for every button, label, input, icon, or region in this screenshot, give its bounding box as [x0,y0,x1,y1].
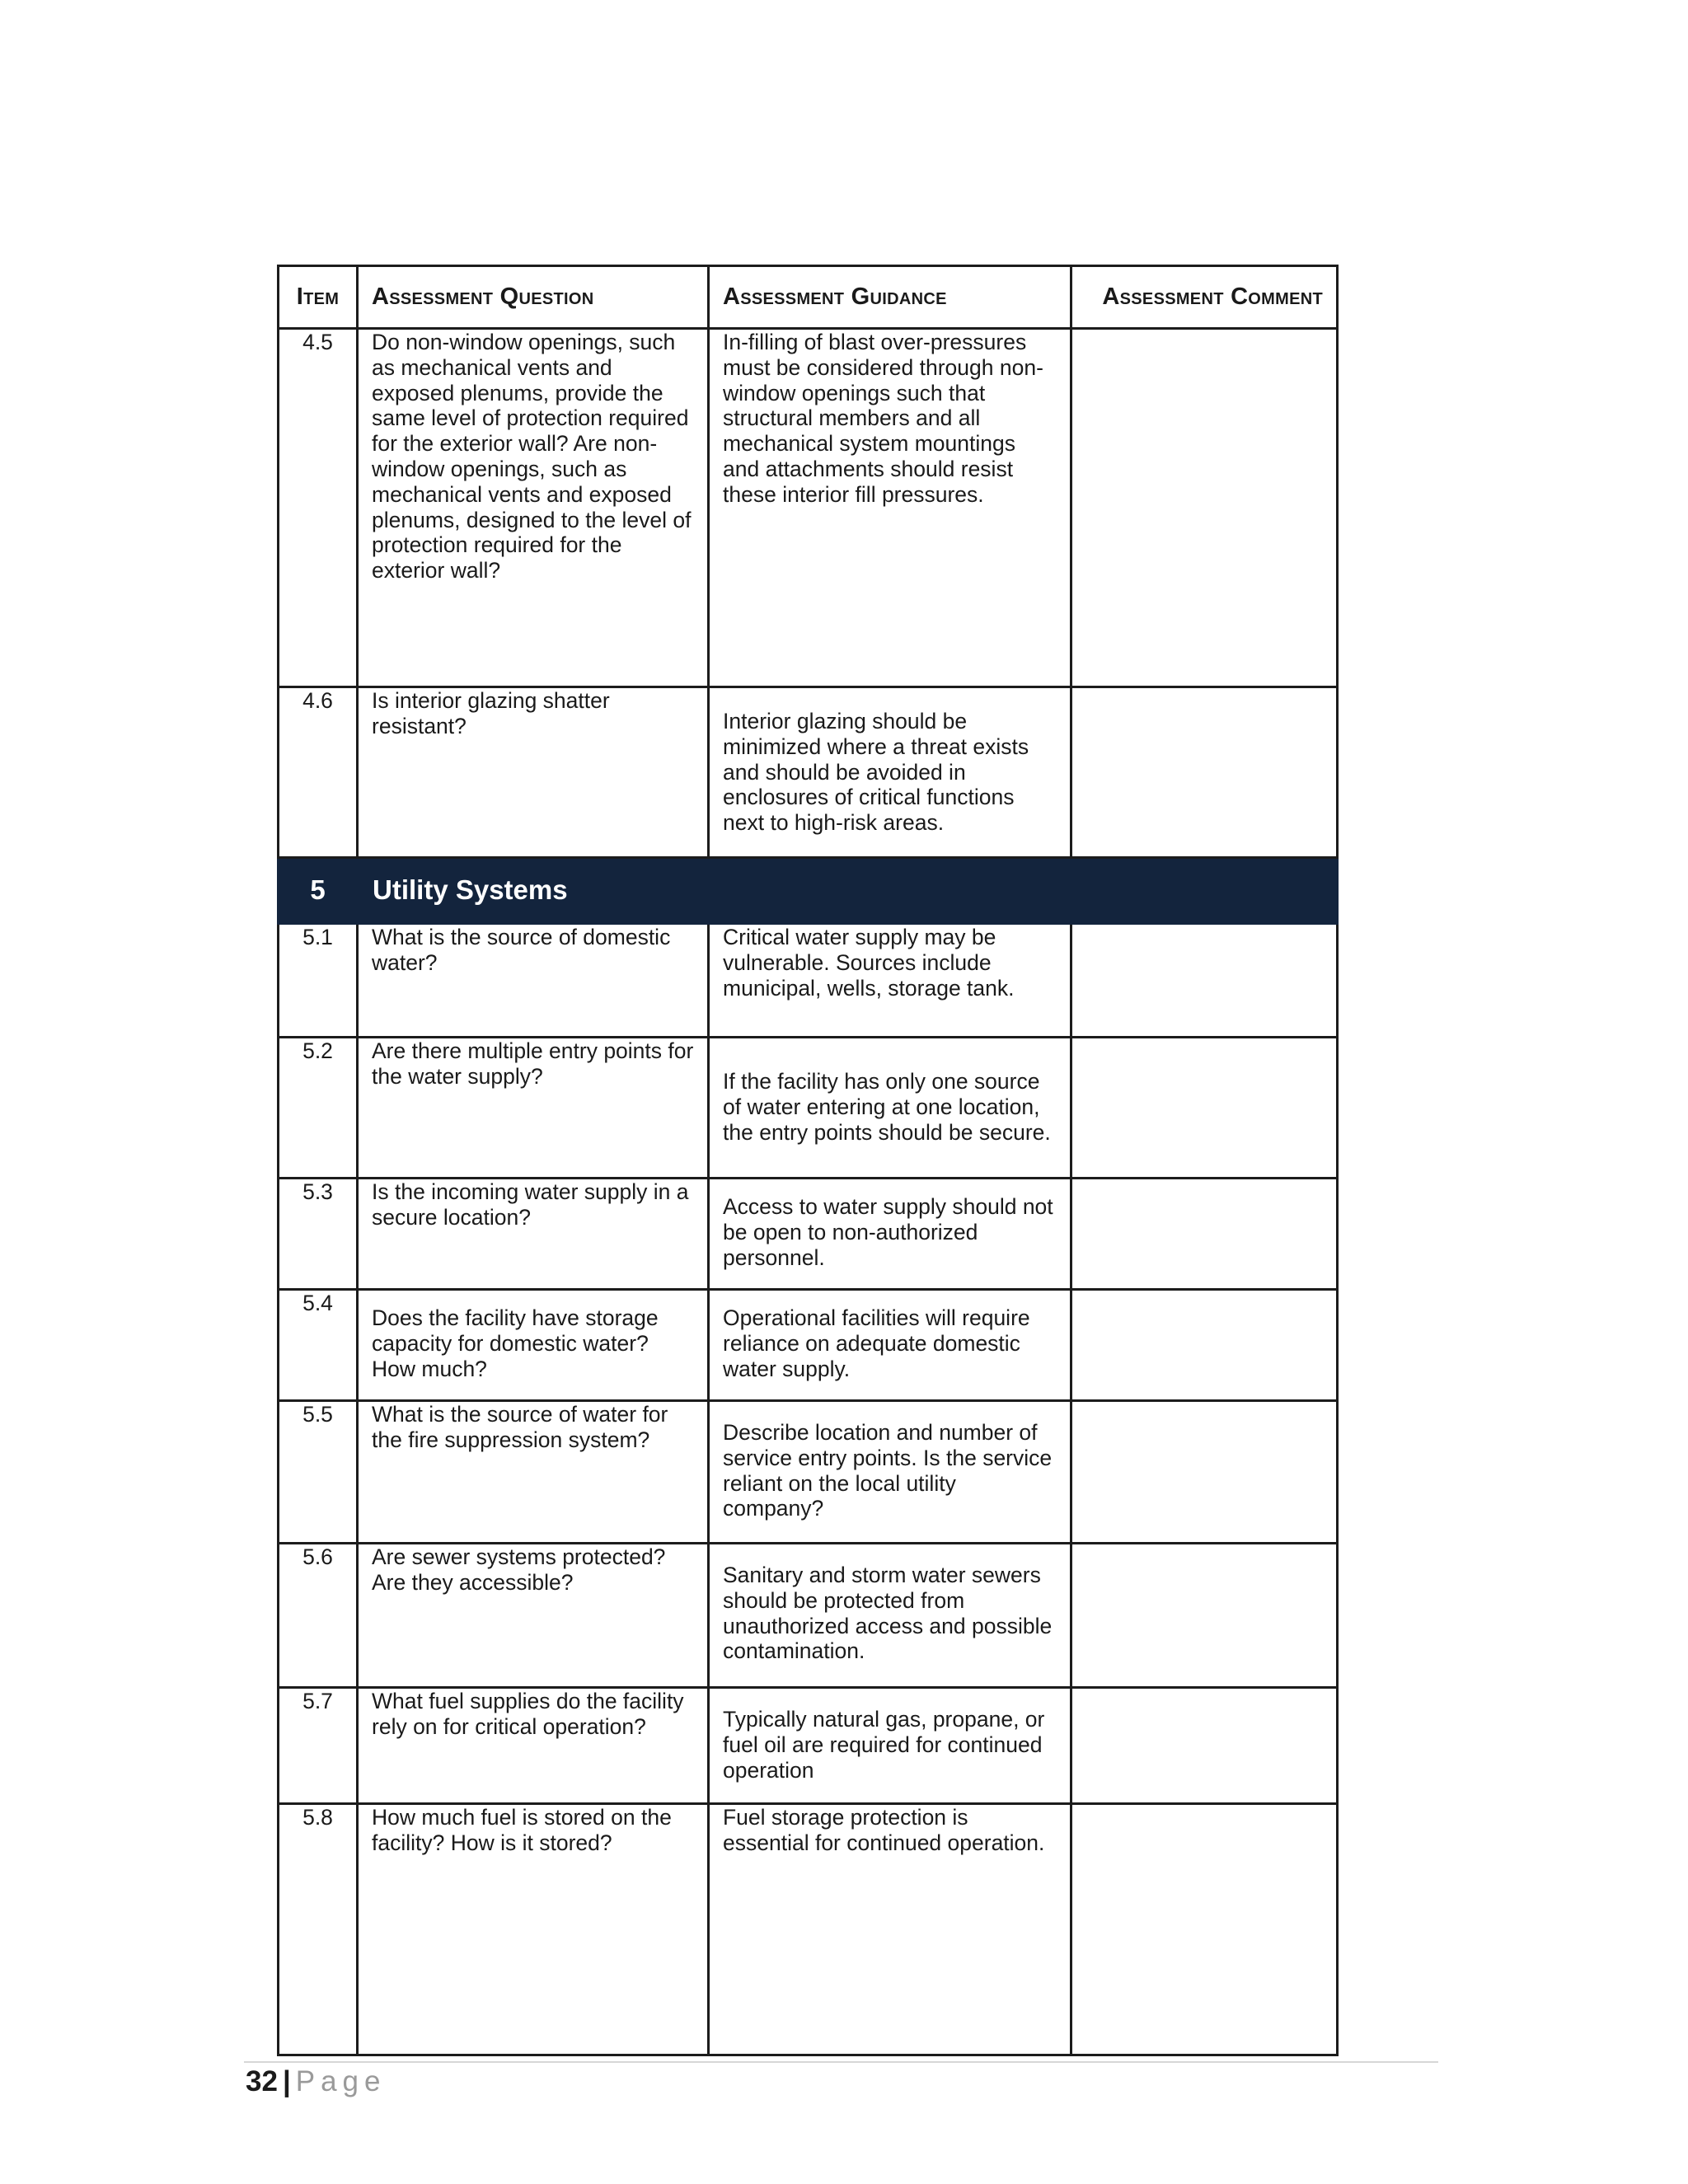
assessment-question: Is the incoming water supply in a secure location? [358,1179,709,1290]
assessment-comment[interactable] [1071,1401,1338,1544]
page-number: 32 [246,2065,278,2097]
assessment-guidance: If the facility has only one source of water entering at one location, the entry points should be secure. [709,1038,1071,1179]
assessment-question: Are sewer systems protected? Are they accessible? [358,1544,709,1688]
assessment-comment[interactable] [1071,1290,1338,1401]
assessment-guidance: In-filling of blast over-pressures must be considered through non-window openings such that structural members and all mechanical system mountings and attachments should resist these interior fill pressures. [709,329,1071,687]
assessment-question: Do non-window openings, such as mechanical vents and exposed plenums, provide the same level of protection required for the exterior wall? Are non-window openings, such as mechanical vents and exposed plenums, designed to the level of protection required for the exterior wall? [358,329,709,687]
item-number: 5.3 [279,1179,358,1290]
item-number: 5.6 [279,1544,358,1688]
table-row [279,1290,1338,1401]
table-row [279,924,1338,1038]
item-number: 4.5 [279,329,358,687]
assessment-guidance: Sanitary and storm water sewers should be protected from unauthorized access and possible contamination. [709,1544,1071,1688]
header-comment: Assessment Comment [1071,266,1338,329]
header-item: Item [279,266,358,329]
assessment-guidance: Fuel storage protection is essential for continued operation. [709,1804,1071,2055]
assessment-comment[interactable] [1071,1544,1338,1688]
assessment-question: Does the facility have storage capacity for domestic water? How much? [358,1290,709,1401]
assessment-question: What is the source of domestic water? [358,924,709,1038]
assessment-guidance: Interior glazing should be minimized where a threat exists and should be avoided in enclosures of critical functions next to high-risk areas. [709,687,1071,858]
table-row [279,1401,1338,1544]
assessment-question: Is interior glazing shatter resistant? [358,687,709,858]
header-question: Assessment Question [358,266,709,329]
table-row [279,1179,1338,1290]
assessment-comment[interactable] [1071,1179,1338,1290]
item-number: 5.5 [279,1401,358,1544]
section-number: 5 [279,858,358,924]
section-header-row [279,858,1338,924]
assessment-table-container [277,265,1336,2056]
table-row [279,1544,1338,1688]
table-row [279,1038,1338,1179]
assessment-comment[interactable] [1071,1038,1338,1179]
item-number: 4.6 [279,687,358,858]
assessment-guidance: Access to water supply should not be open to non-authorized personnel. [709,1179,1071,1290]
page-footer [246,2065,386,2098]
table-row [279,1688,1338,1804]
assessment-question: What is the source of water for the fire suppression system? [358,1401,709,1544]
assessment-comment[interactable] [1071,1804,1338,2055]
table-header-row [279,266,1338,329]
section-title: Utility Systems [358,858,1338,924]
assessment-question: Are there multiple entry points for the water supply? [358,1038,709,1179]
page-label: Page [295,2065,387,2097]
assessment-guidance: Critical water supply may be vulnerable. Sources include municipal, wells, storage tank. [709,924,1071,1038]
table-row [279,687,1338,858]
assessment-guidance: Operational facilities will require reliance on adequate domestic water supply. [709,1290,1071,1401]
assessment-comment[interactable] [1071,687,1338,858]
footer-divider [244,2061,1438,2063]
assessment-comment[interactable] [1071,1688,1338,1804]
table-row [279,329,1338,687]
assessment-comment[interactable] [1071,329,1338,687]
assessment-comment[interactable] [1071,924,1338,1038]
assessment-question: How much fuel is stored on the facility? How is it stored? [358,1804,709,2055]
footer-separator: | [282,2065,291,2097]
header-guidance: Assessment Guidance [709,266,1071,329]
assessment-question: What fuel supplies do the facility rely on for critical operation? [358,1688,709,1804]
item-number: 5.7 [279,1688,358,1804]
assessment-table [277,265,1339,2056]
assessment-guidance: Typically natural gas, propane, or fuel oil are required for continued operation [709,1688,1071,1804]
item-number: 5.4 [279,1290,358,1401]
item-number: 5.8 [279,1804,358,2055]
item-number: 5.1 [279,924,358,1038]
table-row [279,1804,1338,2055]
assessment-guidance: Describe location and number of service entry points. Is the service reliant on the local utility company? [709,1401,1071,1544]
item-number: 5.2 [279,1038,358,1179]
